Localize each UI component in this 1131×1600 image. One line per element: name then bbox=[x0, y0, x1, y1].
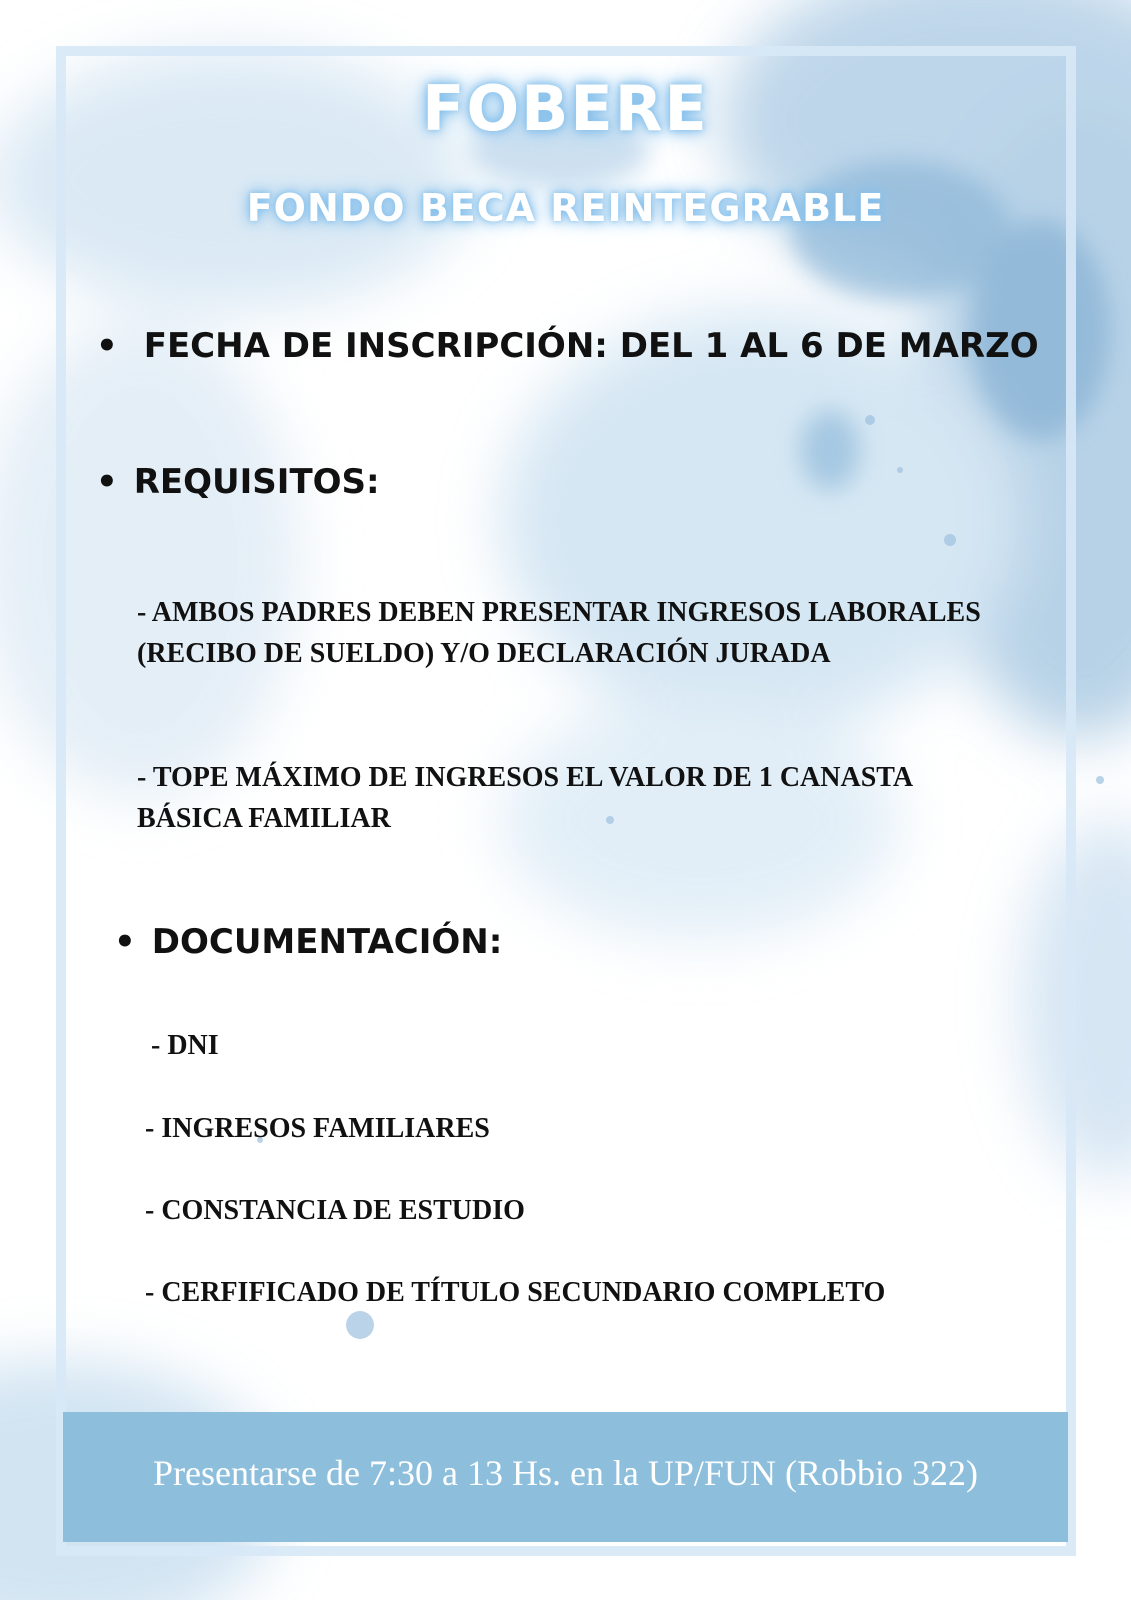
inscripcion-heading bbox=[96, 326, 1039, 366]
documentacion-heading bbox=[114, 922, 502, 962]
documentacion-label: DOCUMENTACIÓN: bbox=[151, 922, 503, 962]
documento-item: - CERFIFICADO DE TÍTULO SECUNDARIO COMPLETO bbox=[145, 1277, 886, 1308]
footer-banner bbox=[63, 1412, 1068, 1542]
page-subtitle: FONDO BECA REINTEGRABLE bbox=[246, 186, 885, 230]
bullet-icon: • bbox=[114, 922, 136, 962]
page-title: FOBERE bbox=[422, 72, 709, 145]
requisito-item: - AMBOS PADRES DEBEN PRESENTAR INGRESOS LABORALES (RECIBO DE SUELDO) Y/O DECLARACIÓN JURADA bbox=[137, 597, 981, 669]
footer-text: Presentarse de 7:30 a 13 Hs. en la UP/FUN (Robbio 322) bbox=[153, 1453, 978, 1493]
documento-item: - DNI bbox=[151, 1030, 219, 1061]
inscripcion-label: FECHA DE INSCRIPCIÓN: DEL 1 AL 6 DE MARZO bbox=[143, 326, 1039, 366]
bullet-icon: • bbox=[96, 462, 118, 502]
requisito-item: - TOPE MÁXIMO DE INGRESOS EL VALOR DE 1 CANASTA BÁSICA FAMILIAR bbox=[137, 762, 912, 834]
requisitos-heading bbox=[96, 462, 380, 502]
documento-item: - INGRESOS FAMILIARES bbox=[145, 1113, 490, 1144]
documento-item: - CONSTANCIA DE ESTUDIO bbox=[145, 1195, 525, 1226]
bullet-icon: • bbox=[96, 326, 118, 366]
requisitos-label: REQUISITOS: bbox=[133, 462, 380, 502]
